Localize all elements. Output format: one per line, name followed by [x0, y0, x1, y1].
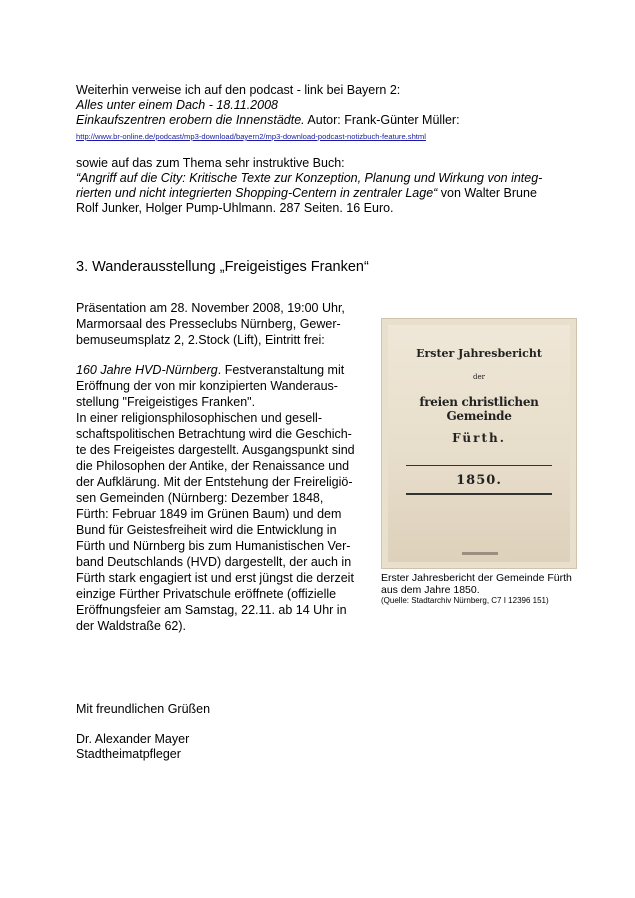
body-line: der Waldstraße 62).	[76, 619, 186, 633]
body-line: der Aufklärung. Mit der Entstehung der Freireligiö-	[76, 475, 353, 489]
report-title-line: Fürth.	[452, 431, 506, 445]
podcast-author: Autor: Frank-Günter Müller:	[304, 113, 460, 127]
body-line: Eröffnung der von mir konzipierten Wanderaus-	[76, 379, 338, 393]
body-line: sen Gemeinden (Nürnberg: Dezember 1848,	[76, 491, 324, 505]
podcast-link[interactable]: http://www.br-online.de/podcast/mp3-download/bayern2/mp3-download-podcast-notizbuch-feature.shtml	[76, 132, 426, 141]
body-line: Eröffnungsfeier am Samstag, 22.11. ab 14 Uhr in	[76, 603, 347, 617]
body-line: In einer religionsphilosophischen und gesell-	[76, 411, 322, 425]
historic-report-image	[381, 318, 577, 569]
body-line: Fürth stark engagiert ist und erst jüngst die derzeit	[76, 571, 354, 585]
report-year: 1850.	[456, 473, 502, 488]
body-line: band Deutschlands (HVD) dargestellt, der auch in	[76, 555, 352, 569]
section-heading: 3. Wanderausstellung „Freigeistiges Franken“	[76, 259, 369, 275]
body-line: stellung "Freigeistiges Franken".	[76, 395, 256, 409]
book-authors-start: von Walter Brune	[437, 186, 537, 200]
figure-source: (Quelle: Stadtarchiv Nürnberg, C7 I 12396 151)	[381, 596, 549, 605]
printer-mark	[462, 552, 498, 555]
body-line: schaftspolitischen Betrachtung wird die Geschich-	[76, 427, 352, 441]
intro-line: Weiterhin verweise ich auf den podcast - link bei Bayern 2:	[76, 83, 401, 97]
book-title-end: rierten und nicht integrierten Shopping-Centern in zentraler Lage“	[76, 186, 438, 200]
body-line	[76, 363, 344, 377]
body-line: Fürth: Februar 1849 im Grünen Baum) und dem	[76, 507, 342, 521]
presentation-line: Präsentation am 28. November 2008, 19:00 Uhr,	[76, 301, 345, 315]
rule	[406, 465, 552, 466]
figure-caption: Erster Jahresbericht der Gemeinde Fürth	[381, 572, 572, 584]
signature-name: Dr. Alexander Mayer	[76, 732, 190, 746]
event-desc: . Festveranstaltung mit	[217, 363, 345, 377]
body-line: te des Freigeistes dargestellt. Ausgangspunkt sind	[76, 443, 355, 457]
rule	[406, 493, 552, 495]
event-title: 160 Jahre HVD-Nürnberg	[76, 363, 218, 377]
book-intro: sowie auf das zum Thema sehr instruktive Buch:	[76, 156, 345, 170]
figure-caption: aus dem Jahre 1850.	[381, 584, 480, 596]
podcast-subtitle: Einkaufszentren erobern die Innenstädte.	[76, 113, 305, 127]
report-title-line: freien christlichen Gemeinde	[419, 395, 539, 423]
presentation-line: bemuseumsplatz 2, 2.Stock (Lift), Eintritt frei:	[76, 333, 325, 347]
book-title-line2	[76, 186, 537, 201]
body-line: Bund für Geistesfreiheit wird die Entwicklung in	[76, 523, 337, 537]
signature-title: Stadtheimatpfleger	[76, 747, 181, 761]
presentation-line: Marmorsaal des Presseclubs Nürnberg, Gewer-	[76, 317, 341, 331]
podcast-title: Alles unter einem Dach - 18.11.2008	[76, 98, 278, 112]
body-line: Fürth und Nürnberg bis zum Humanistischen Ver-	[76, 539, 351, 553]
report-title-line: Erster Jahresbericht	[416, 347, 542, 360]
closing-greeting: Mit freundlichen Grüßen	[76, 702, 211, 716]
body-line: die Philosophen der Antike, der Renaissance und	[76, 459, 350, 473]
podcast-author-line	[76, 113, 460, 128]
body-line: einzige Fürther Privatschule eröffnete (offizielle	[76, 587, 337, 601]
report-title-line: der	[473, 373, 485, 381]
report-title-page	[388, 325, 570, 562]
book-authors: Rolf Junker, Holger Pump-Uhlmann. 287 Seiten. 16 Euro.	[76, 201, 394, 215]
book-title-line1: “Angriff auf die City: Kritische Texte zur Konzeption, Planung und Wirkung von integ-	[76, 171, 543, 185]
